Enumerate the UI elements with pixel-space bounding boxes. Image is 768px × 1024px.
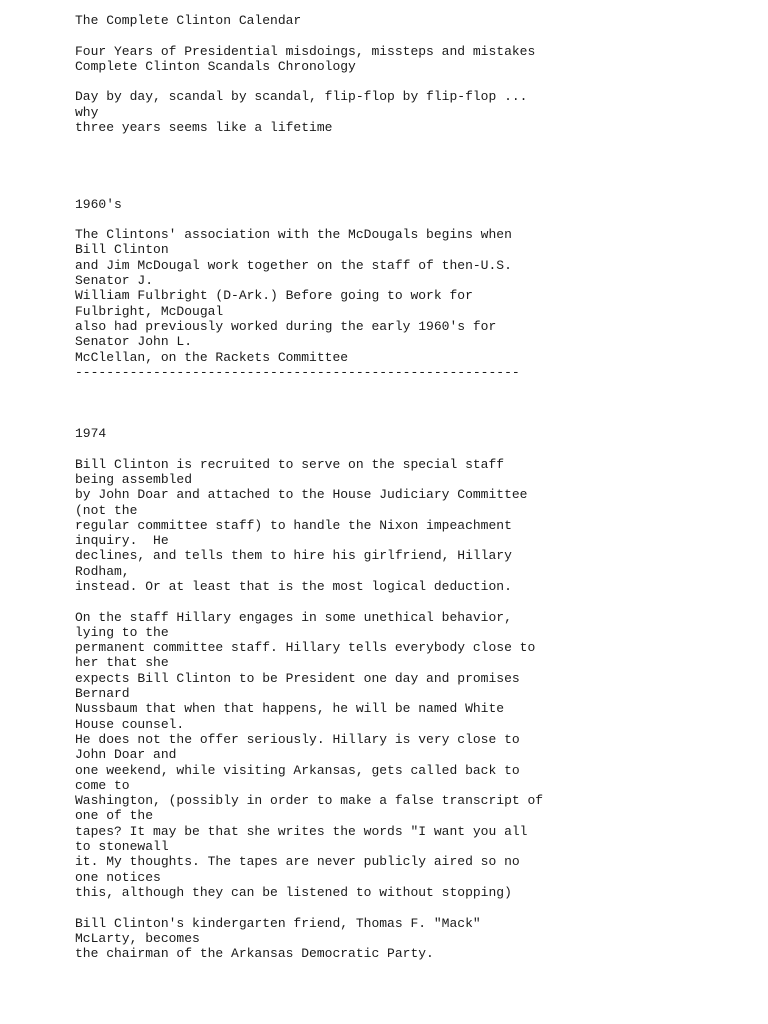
text-line: Senator John L. [75,334,193,350]
text-line: Day by day, scandal by scandal, flip-flop by flip-flop ... [75,89,528,105]
text-line: regular committee staff) to handle the Nixon impeachment [75,517,512,533]
text-line: declines, and tells them to hire his girlfriend, Hillary [75,548,512,564]
text-line: why [75,104,99,120]
blank-line [75,380,735,395]
blank-line [75,74,735,89]
blank-line [75,151,735,166]
text-line: John Doar and [75,747,177,763]
blank-line [75,411,735,426]
blank-line [75,900,735,915]
text-line: one of the [75,808,154,824]
text-line: expects Bill Clinton to be President one day and promises [75,670,520,686]
text-line: this, although they can be listened to without stopping) [75,884,512,900]
text-line: three years seems like a lifetime [75,120,333,136]
text-line: 1960's [75,196,122,212]
text-line: McClellan, on the Rackets Committee [75,349,349,365]
text-line: come to [75,777,130,793]
document-body [75,13,735,961]
text-line: by John Doar and attached to the House Judiciary Committee [75,487,528,503]
text-line: and Jim McDougal work together on the staff of then-U.S. [75,257,512,273]
text-line: her that she [75,655,169,671]
text-line: one weekend, while visiting Arkansas, gets called back to [75,762,520,778]
text-line: Rodham, [75,563,130,579]
text-line: Nussbaum that when that happens, he will be named White [75,701,505,717]
text-line: McLarty, becomes [75,930,200,946]
text-line: tapes? It may be that she writes the words "I want you all [75,823,528,839]
text-line: Bernard [75,686,130,702]
text-line: The Complete Clinton Calendar [75,13,302,28]
text-line: (not the [75,502,138,518]
blank-line [75,166,735,181]
section-divider: --------------------------------------------------------- [75,364,520,380]
text-line: being assembled [75,471,193,487]
text-line: one notices [75,869,161,885]
text-line: Four Years of Presidential misdoings, missteps and mistakes [75,43,536,59]
text-line: He does not the offer seriously. Hillary is very close to [75,731,520,747]
text-line: Fulbright, McDougal [75,303,224,319]
blank-line [75,212,735,227]
blank-line [75,395,735,410]
text-line: permanent committee staff. Hillary tells everybody close to [75,640,536,656]
text-line: Washington, (possibly in order to make a false transcript of [75,793,544,809]
text-line: also had previously worked during the early 1960's for [75,318,497,334]
text-line: inquiry. He [75,533,169,549]
blank-line [75,28,735,43]
text-line: Bill Clinton [75,242,169,258]
blank-line [75,594,735,609]
text-line: The Clintons' association with the McDougals begins when [75,227,512,243]
text-line: lying to the [75,624,169,640]
text-line: Bill Clinton's kindergarten friend, Thomas F. "Mack" [75,915,481,931]
text-line: to stonewall [75,839,169,855]
text-line: Senator J. [75,273,154,289]
text-line: it. My thoughts. The tapes are never publicly aired so no [75,854,520,870]
text-line: House counsel. [75,716,185,732]
text-line: William Fulbright (D-Ark.) Before going to work for [75,288,473,304]
blank-line [75,135,735,150]
blank-line [75,441,735,456]
text-line: On the staff Hillary engages in some unethical behavior, [75,609,512,625]
text-line: the chairman of the Arkansas Democratic Party. [75,946,434,962]
text-line: Complete Clinton Scandals Chronology [75,58,356,74]
text-line: instead. Or at least that is the most logical deduction. [75,578,512,594]
blank-line [75,181,735,196]
text-line: Bill Clinton is recruited to serve on the special staff [75,456,505,472]
text-line: 1974 [75,426,107,442]
